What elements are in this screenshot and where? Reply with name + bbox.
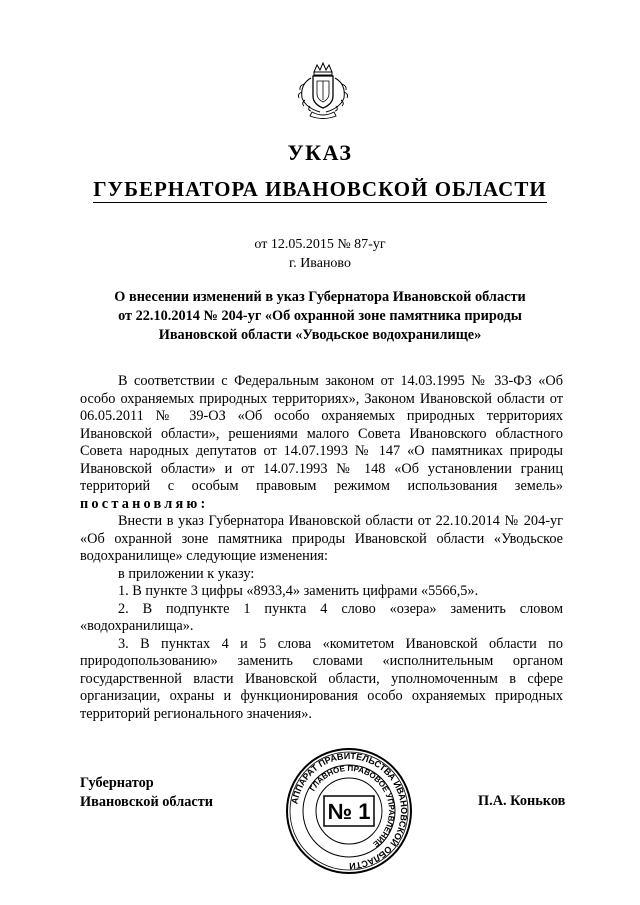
signatory-name: П.А. Коньков xyxy=(478,793,566,809)
list-item: 3. В пунктах 4 и 5 слова «комитетом Ивановской области по природопользованию» заменить словами «исполнительным органом государственной власти Ивановской области, уполномоченным в сфере организации, охраны и функционирования особо охраняемых природных территорий регионального значения». xyxy=(80,635,563,722)
decree-subject xyxy=(80,288,560,345)
list-item: 1. В пункте 3 цифры «8933,4» заменить цифрами «5566,5». xyxy=(118,583,479,599)
subject-line: О внесении изменений в указ Губернатора Ивановской области xyxy=(114,289,526,305)
signatory-position: Губернатор Ивановской области xyxy=(80,775,213,810)
seal-inner-text: ГЛАВНОЕ ПРАВОВОЕ УПРАВЛЕНИЕ xyxy=(307,763,397,849)
preamble-paragraph: В соответствии с Федеральным законом от 14.03.1995 № 33-ФЗ «Об особо охраняемых природных территориях», Законом Ивановской области от 06.05.2011 № 39-ОЗ «Об особо охраняемых природных территориях Ивановской области», решениями малого Совета Ивановского областного Совета народных депутатов от 14.07.1993 № 147 «О памятниках природы Ивановской области» и от 14.07.1993 № 148 «Об установлении границ территорий с особым правовым режимом использования земель» постановляю: xyxy=(80,373,563,512)
list-item: 2. В подпункте 1 пункта 4 слово «озера» заменить словом «водохранилища». xyxy=(80,600,563,634)
seal-outer-text: АППАРАТ ПРАВИТЕЛЬСТВА ИВАНОВСКОЙ ОБЛАСТИ xyxy=(289,750,410,872)
seal-number: № 1 xyxy=(327,799,371,824)
decree-body xyxy=(80,373,563,723)
document-type-title: УКАЗ xyxy=(287,140,353,165)
city: г. Иваново xyxy=(289,256,351,271)
subject-line: от 22.10.2014 № 204-уг «Об охранной зоне памятника природы xyxy=(118,308,522,324)
coat-of-arms-icon xyxy=(292,62,354,120)
date-number: от 12.05.2015 № 87-уг xyxy=(254,237,386,252)
subject-line: Ивановской области «Уводьское водохранилище» xyxy=(158,327,482,343)
body-paragraph: в приложении к указу: xyxy=(118,565,255,582)
decree-keyword: постановляю xyxy=(80,495,201,512)
issuer-title: ГУБЕРНАТОРА ИВАНОВСКОЙ ОБЛАСТИ xyxy=(93,177,547,201)
body-paragraph: Внести в указ Губернатора Ивановской области от 22.10.2014 № 204-уг «Об охранной зоне памятника природы Ивановской области «Уводьское водохранилище» следующие изменения: xyxy=(80,513,563,564)
official-seal-icon xyxy=(284,746,414,876)
